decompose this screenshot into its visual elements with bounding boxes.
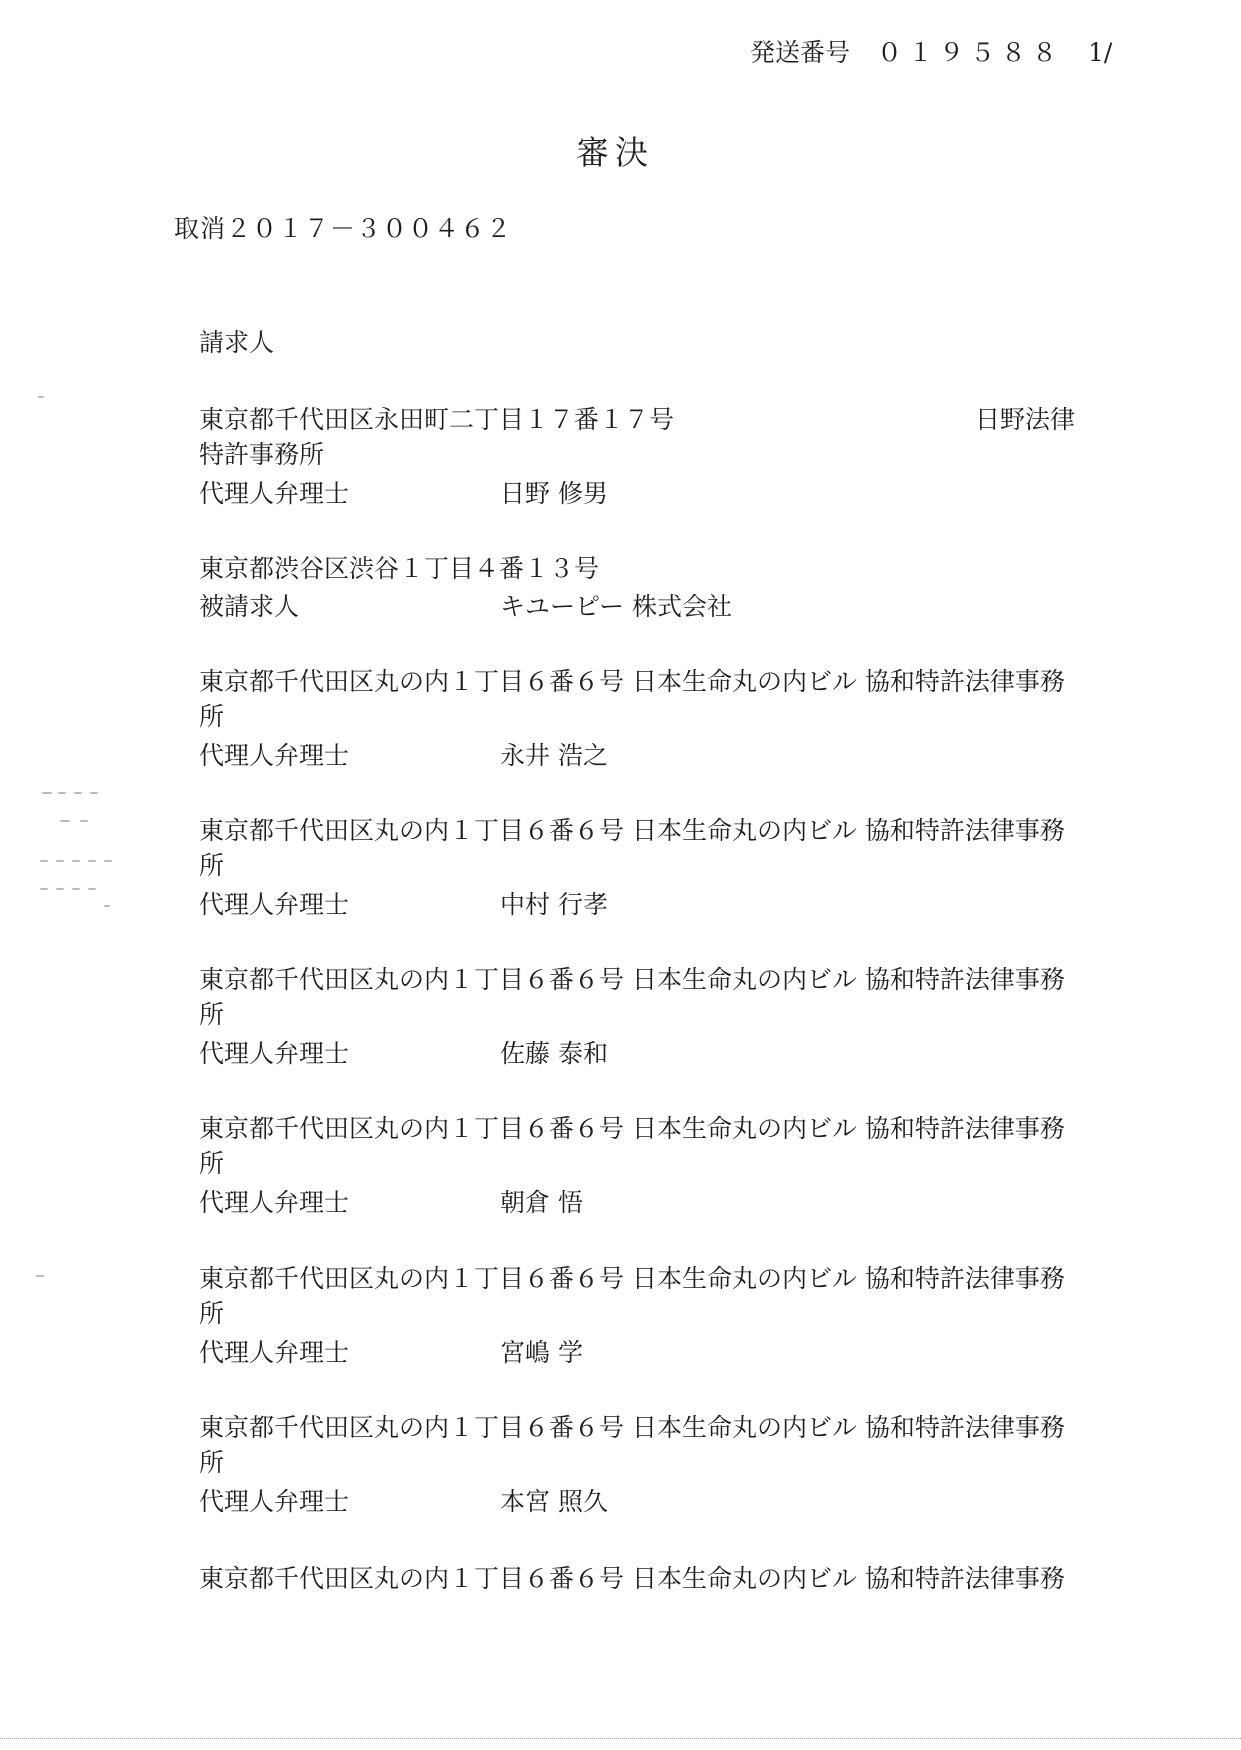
dispatch-number: ０１９５８８ — [877, 38, 1064, 67]
demandant-agent-role: 代理人弁理士 — [199, 479, 350, 508]
agent-name: 中村 行孝 — [500, 890, 608, 919]
agent-address-cont: 所 — [199, 851, 225, 880]
demandant-address-cont: 特許事務所 — [199, 440, 325, 469]
demandant-address: 東京都千代田区永田町二丁目１７番１７号 — [199, 405, 675, 434]
agent-address-cont: 所 — [199, 1149, 225, 1178]
agent-name: 永井 浩之 — [500, 741, 608, 770]
agent-role: 代理人弁理士 — [199, 1039, 350, 1068]
agent-role: 代理人弁理士 — [199, 1487, 350, 1516]
agent-role: 代理人弁理士 — [199, 741, 350, 770]
agent-address: 東京都千代田区丸の内１丁目６番６号 日本生命丸の内ビル 協和特許法律事務 — [199, 1114, 1065, 1143]
demandant-agent-name: 日野 修男 — [500, 479, 608, 508]
demandant-address-right: 日野法律 — [975, 405, 1076, 434]
demandee-name: キユーピー 株式会社 — [500, 592, 732, 621]
demandee-role: 被請求人 — [199, 592, 300, 621]
trailing-address: 東京都千代田区丸の内１丁目６番６号 日本生命丸の内ビル 協和特許法律事務 — [199, 1564, 1065, 1593]
agent-role: 代理人弁理士 — [199, 1338, 350, 1367]
agent-address-cont: 所 — [199, 1299, 225, 1328]
demandant-heading: 請求人 — [199, 328, 275, 357]
agent-name: 佐藤 泰和 — [500, 1039, 608, 1068]
dispatch-label: 発送番号 — [750, 38, 851, 67]
agent-role: 代理人弁理士 — [199, 1188, 350, 1217]
page-bottom-edge — [0, 1738, 1241, 1739]
agent-name: 宮嶋 学 — [500, 1338, 583, 1367]
demandee-address: 東京都渋谷区渋谷１丁目４番１３号 — [199, 554, 600, 583]
agent-address: 東京都千代田区丸の内１丁目６番６号 日本生命丸の内ビル 協和特許法律事務 — [199, 965, 1065, 994]
agent-address-cont: 所 — [199, 702, 225, 731]
document-title: 審決 — [576, 133, 654, 172]
case-number: 取消２０１７－３００４６２ — [174, 214, 513, 243]
agent-name: 朝倉 悟 — [500, 1188, 583, 1217]
agent-address: 東京都千代田区丸の内１丁目６番６号 日本生命丸の内ビル 協和特許法律事務 — [199, 816, 1065, 845]
agent-address: 東京都千代田区丸の内１丁目６番６号 日本生命丸の内ビル 協和特許法律事務 — [199, 667, 1065, 696]
page-mark: 1/ — [1088, 38, 1113, 67]
agent-address-cont: 所 — [199, 1448, 225, 1477]
agent-name: 本宮 照久 — [500, 1487, 608, 1516]
agent-address: 東京都千代田区丸の内１丁目６番６号 日本生命丸の内ビル 協和特許法律事務 — [199, 1413, 1065, 1442]
agent-address: 東京都千代田区丸の内１丁目６番６号 日本生命丸の内ビル 協和特許法律事務 — [199, 1264, 1065, 1293]
agent-address-cont: 所 — [199, 1000, 225, 1029]
agent-role: 代理人弁理士 — [199, 890, 350, 919]
